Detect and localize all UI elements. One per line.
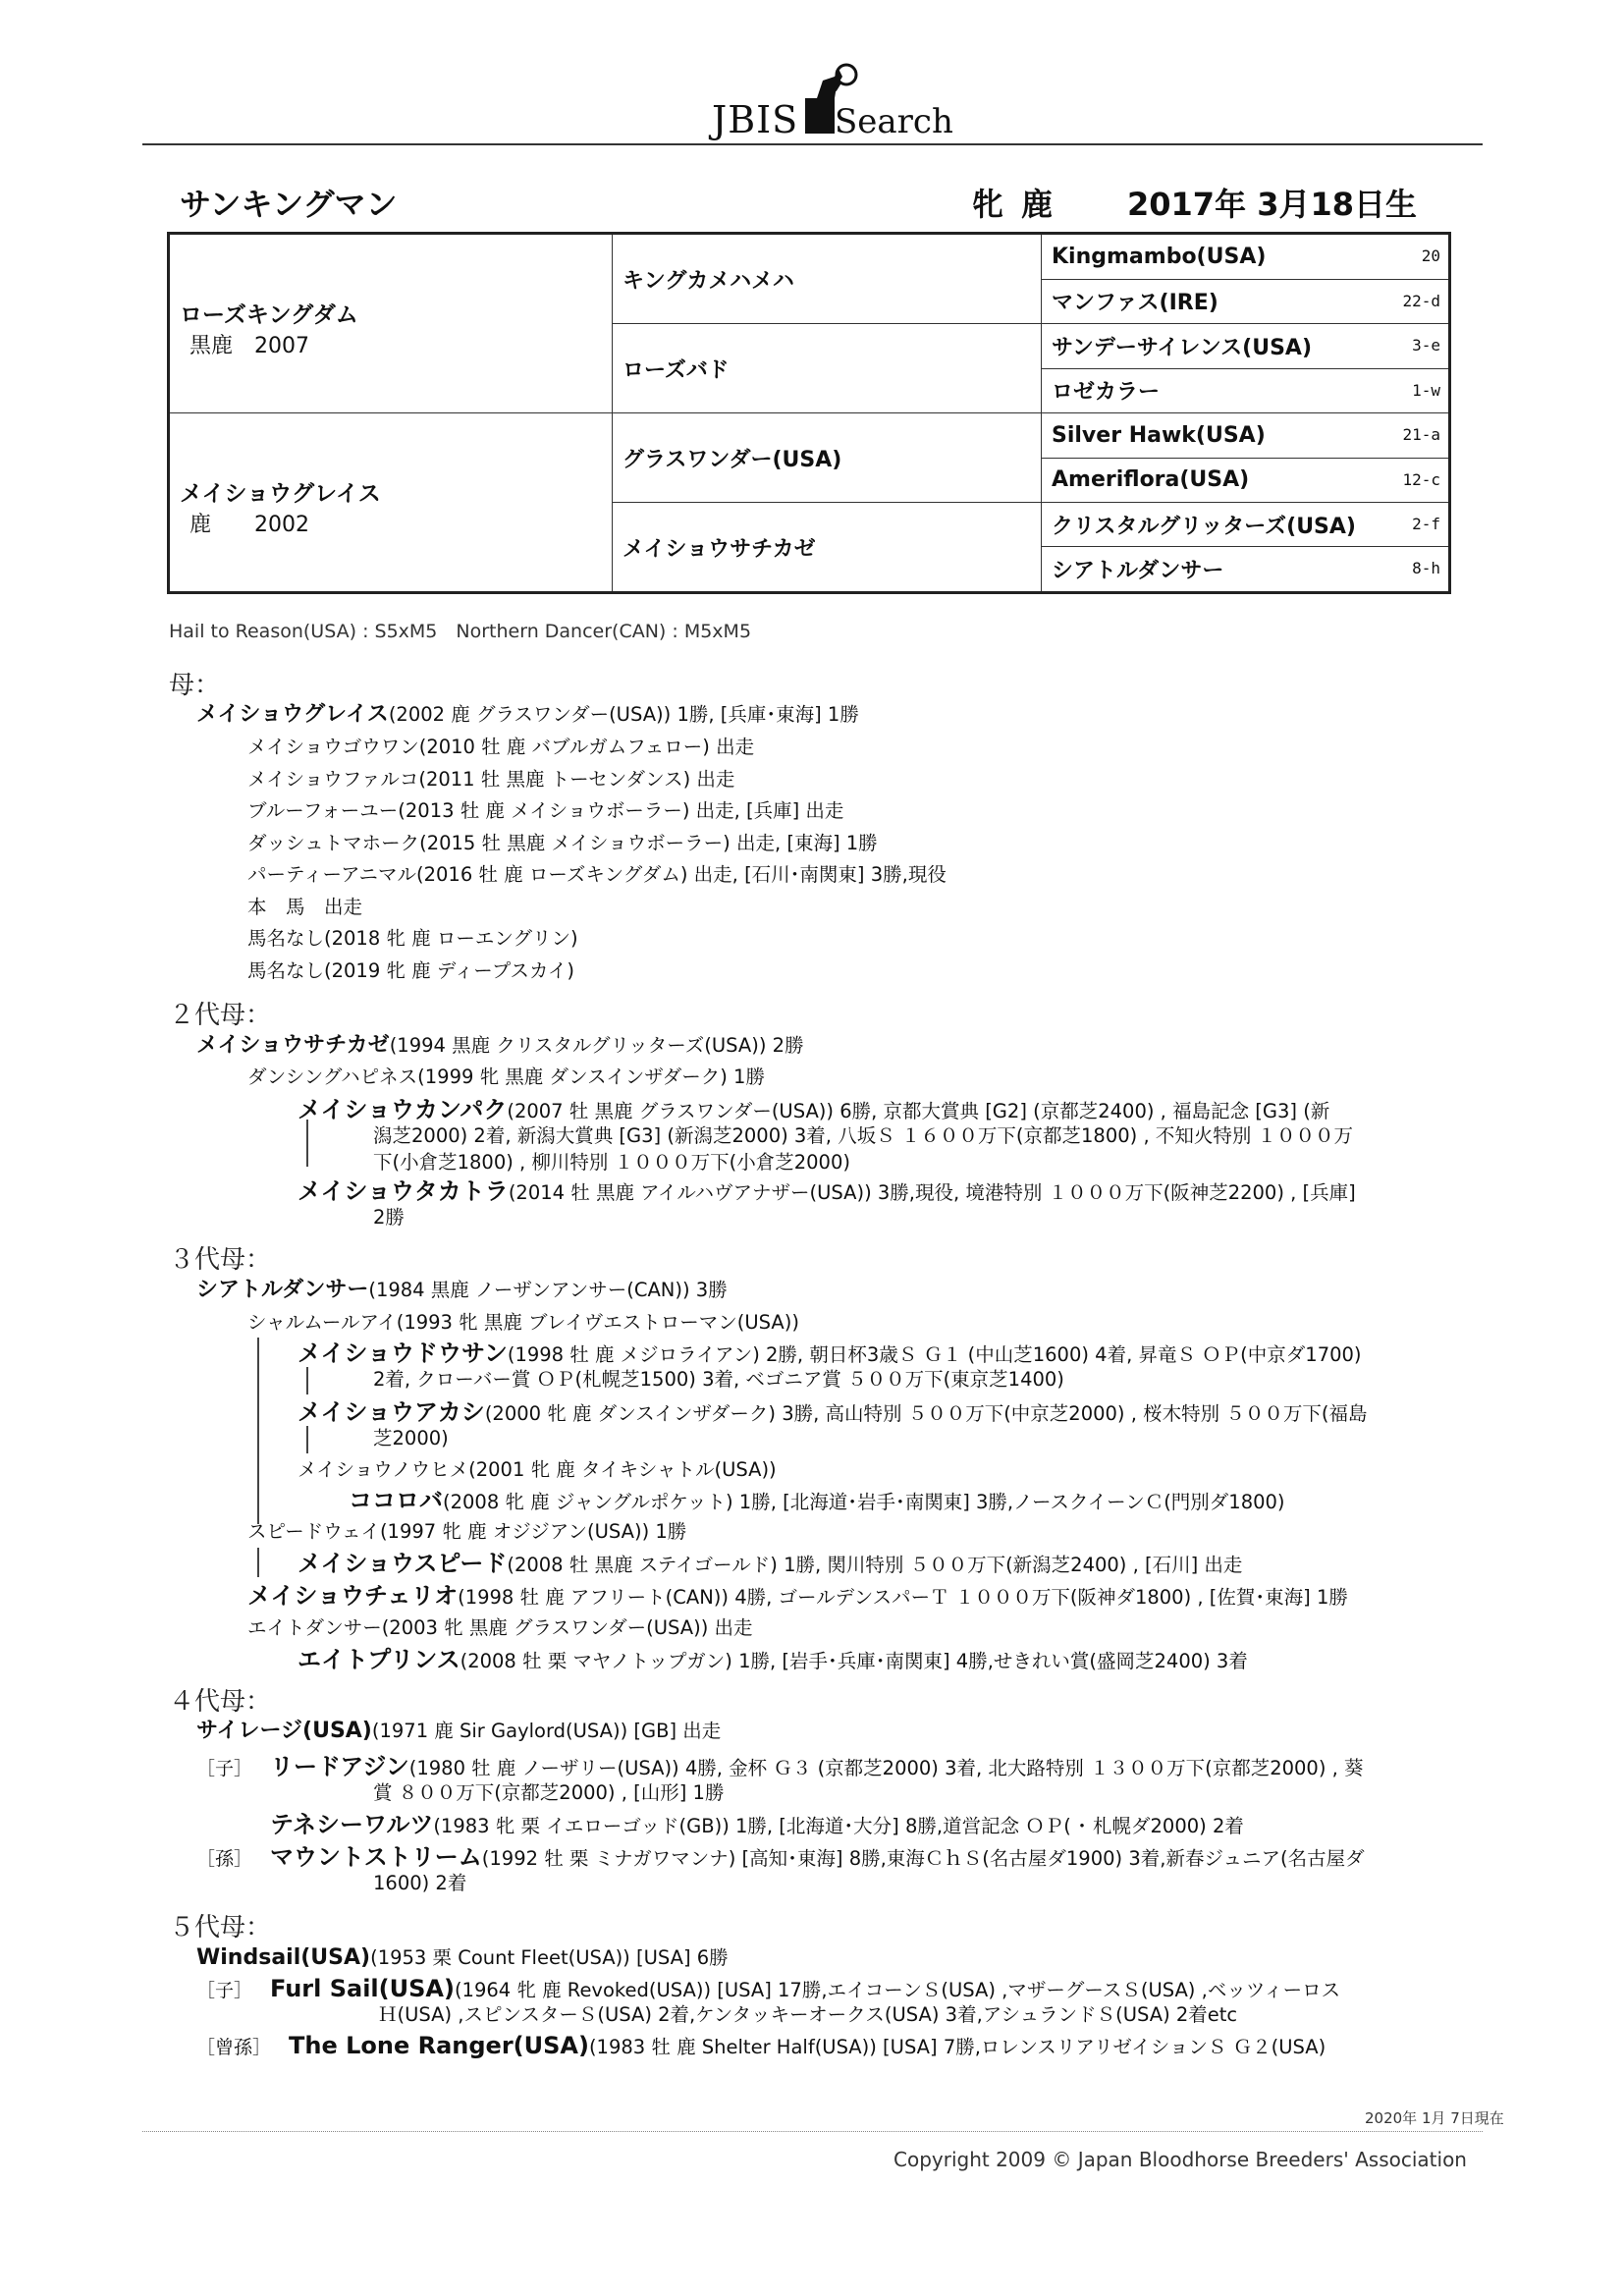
family-line-cont: Ｈ(USA) ,スピンスターＳ(USA) 2着,ケンタッキーオークス(USA) 3着,アシュランドＳ(USA) 2着etc — [378, 2003, 1238, 2026]
horse-title — [180, 180, 1446, 229]
section-dam: 母： — [169, 671, 221, 700]
family-line: ［孫］ マウントストリーム(1992 牡 栗 ミナガワマンナ) [高知･東海] 8勝,東海ＣｈＳ(名古屋ダ1900) 3着,新春ジュニア(名古屋ダ — [196, 1843, 1365, 1871]
family-line: エイトダンサー(2003 牝 黒鹿 グラスワンダー(USA)) 出走 — [247, 1616, 753, 1639]
family-line-cont: 賞 ８００万下(京都芝2000) , [山形] 1勝 — [373, 1781, 725, 1804]
tree-connector — [257, 1338, 259, 1524]
dam-dam-cell: メイショウサチカゼ — [613, 503, 1042, 593]
family-line: Windsail(USA)(1953 栗 Count Fleet(USA)) [USA] 6勝 — [196, 1945, 729, 1970]
section-3rd-dam: ３代母： — [169, 1245, 272, 1275]
footer-rule — [142, 2131, 1483, 2132]
sire-name: ローズキングダム — [180, 301, 358, 328]
ancestor-cell: Ameriflora(USA) 12-c — [1042, 458, 1450, 503]
sire-sire-cell: キングカメハメハ — [613, 234, 1042, 324]
section-5th-dam: ５代母： — [169, 1913, 272, 1942]
ancestor-cell: Silver Hawk(USA) 21-a — [1042, 413, 1450, 459]
family-line: ブルーフォーユー(2013 牡 鹿 メイショウボーラー) 出走, [兵庫] 出走 — [247, 799, 844, 822]
family-line: ［曾孫］ The Lone Ranger(USA)(1983 牡 鹿 Shelter Half(USA)) [USA] 7勝,ロレンスリアリゼイションＳ Ｇ２(USA) — [196, 2032, 1326, 2059]
sire-dam-cell: ローズバド — [613, 324, 1042, 413]
dam-info: 鹿 2002 — [189, 512, 309, 537]
family-line: エイトプリンス(2008 牡 栗 マヤノトップガン) 1勝, [岩手･兵庫･南関東] 4勝,せきれい賞(盛岡芝2400) 3着 — [298, 1646, 1248, 1673]
logo-suffix: Search — [835, 102, 953, 141]
family-line: メイショウサチカゼ(1994 黒鹿 クリスタルグリッターズ(USA)) 2勝 — [196, 1033, 804, 1058]
horse-birthdate: 2017年 3月18日生 — [1127, 186, 1418, 223]
ancestor-cell: シアトルダンサー 8-h — [1042, 547, 1450, 593]
dam-sire-cell: グラスワンダー(USA) — [613, 413, 1042, 503]
family-line: メイショウドウサン(1998 牡 鹿 メジロライアン) 2勝, 朝日杯3歳Ｓ Ｇ１ (中山芝1600) 4着, 昇竜Ｓ ＯＰ(中京ダ1700) — [298, 1339, 1362, 1367]
as-of-date: 2020年 1月 7日現在 — [1365, 2109, 1504, 2127]
family-line: ［子］ Furl Sail(USA)(1964 牝 鹿 Revoked(USA)) [USA] 17勝,エイコーンＳ(USA) ,マザーグースＳ(USA) ,ベッツィーロス — [196, 1975, 1341, 2002]
family-line-cont: 下(小倉芝1800) , 柳川特別 １０００万下(小倉芝2000) — [373, 1151, 850, 1174]
family-line: メイショウアカシ(2000 牝 鹿 ダンスインザダーク) 3勝, 高山特別 ５００万下(中京芝2000) , 桜木特別 ５００万下(福島 — [298, 1398, 1368, 1426]
tree-connector — [257, 1548, 259, 1577]
inbreeding-note: Hail to Reason(USA) : S5xM5 Northern Dancer(CAN) : M5xM5 — [169, 621, 752, 642]
dam-name: メイショウグレイス — [180, 480, 381, 507]
family-line: メイショウスピード(2008 牡 黒鹿 ステイゴールド) 1勝, 関川特別 ５００万下(新潟芝2400) , [石川] 出走 — [298, 1550, 1243, 1577]
copyright: Copyright 2009 © Japan Bloodhorse Breeders' Association — [893, 2148, 1467, 2171]
family-line: シアトルダンサー(1984 黒鹿 ノーザンアンサー(CAN)) 3勝 — [196, 1278, 728, 1302]
family-line: テネシーワルツ(1983 牝 栗 イエローゴッド(GB)) 1勝, [北海道･大分] 8勝,道営記念 ＯＰ( ･ 札幌ダ2000) 2着 — [270, 1811, 1244, 1838]
family-line: ［子］ リードアジン(1980 牡 鹿 ノーザリー(USA)) 4勝, 金杯 Ｇ３ (京都芝2000) 3着, 北大路特別 １３００万下(京都芝2000) , 葵 — [196, 1753, 1364, 1780]
family-line: メイショウチェリオ(1998 牡 鹿 アフリート(CAN)) 4勝, ゴールデンスパーＴ １０００万下(阪神ダ1800) , [佐賀･東海] 1勝 — [247, 1582, 1348, 1610]
logo-text: JBIS — [712, 98, 799, 141]
family-line: 馬名なし(2018 牝 鹿 ローエングリン) — [247, 927, 578, 950]
family-line: メイショウカンパク(2007 牡 黒鹿 グラスワンダー(USA)) 6勝, 京都大賞典 [G2] (京都芝2400) , 福島記念 [G3] (新 — [298, 1096, 1330, 1123]
header-rule — [142, 143, 1483, 145]
family-line: パーティーアニマル(2016 牡 鹿 ローズキングダム) 出走, [石川･南関東] 3勝,現役 — [247, 863, 947, 886]
family-line: ココロバ(2008 牝 鹿 ジャングルポケット) 1勝, [北海道･岩手･南関東] 3勝,ノースクイーンＣ(門別ダ1800) — [349, 1487, 1285, 1514]
family-line: ダッシュトマホーク(2015 牡 黒鹿 メイショウボーラー) 出走, [東海] 1勝 — [247, 832, 878, 854]
family-line-cont: 芝2000) — [373, 1427, 449, 1449]
sire-cell — [169, 234, 613, 413]
family-line-cont: 1600) 2着 — [373, 1872, 467, 1894]
tree-connector — [306, 1367, 308, 1394]
tree-connector — [306, 1120, 308, 1167]
jbis-search-logo — [702, 59, 953, 142]
family-line: スピードウェイ(1997 牝 鹿 オジジアン(USA)) 1勝 — [247, 1520, 687, 1543]
family-line: 本 馬 出走 — [247, 896, 363, 918]
ancestor-cell: サンデーサイレンス(USA) 3-e — [1042, 324, 1450, 369]
section-2nd-dam: ２代母： — [169, 1001, 272, 1030]
section-4th-dam: ４代母： — [169, 1687, 272, 1717]
family-line: メイショウグレイス(2002 鹿 グラスワンダー(USA)) 1勝, [兵庫･東海] 1勝 — [196, 702, 859, 727]
family-line-cont: 潟芝2000) 2着, 新潟大賞典 [G3] (新潟芝2000) 3着, 八坂Ｓ １６００万下(京都芝1800) , 不知火特別 １０００万 — [373, 1124, 1354, 1147]
ancestor-cell: Kingmambo(USA) 20 — [1042, 234, 1450, 280]
horse-name: サンキングマン — [180, 186, 398, 223]
horse-sex-color: 牝鹿 — [972, 186, 1071, 223]
tree-connector — [306, 1426, 308, 1453]
family-line: メイショウタカトラ(2014 牡 黒鹿 アイルハヴアナザー(USA)) 3勝,現役, 境港特別 １０００万下(阪神芝2200) , [兵庫] — [298, 1177, 1356, 1205]
family-line-cont: 2勝 — [373, 1206, 405, 1229]
family-line: シャルムールアイ(1993 牝 黒鹿 ブレイヴエストローマン(USA)) — [247, 1311, 799, 1334]
sire-info: 黒鹿 2007 — [189, 333, 309, 358]
family-line: メイショウゴウワン(2010 牡 鹿 バブルガムフェロー) 出走 — [247, 736, 755, 758]
family-line: 馬名なし(2019 牝 鹿 ディープスカイ) — [247, 959, 575, 982]
pedigree-table — [167, 232, 1451, 594]
family-line: サイレージ(USA)(1971 鹿 Sir Gaylord(USA)) [GB] 出走 — [196, 1719, 722, 1743]
dam-cell — [169, 413, 613, 593]
family-line: ダンシングハピネス(1999 牝 黒鹿 ダンスインザダーク) 1勝 — [247, 1066, 765, 1088]
family-line: メイショウファルコ(2011 牡 黒鹿 トーセンダンス) 出走 — [247, 768, 735, 791]
ancestor-cell: クリスタルグリッターズ(USA) 2-f — [1042, 503, 1450, 547]
ancestor-cell: ロゼカラー 1-w — [1042, 368, 1450, 413]
ancestor-cell: マンファス(IRE) 22-d — [1042, 279, 1450, 323]
family-line-cont: 2着, クローバー賞 ＯＰ(札幌芝1500) 3着, ベゴニア賞 ５００万下(東京芝1400) — [373, 1368, 1064, 1391]
family-line: メイショウノウヒメ(2001 牝 鹿 タイキシャトル(USA)) — [298, 1458, 777, 1481]
